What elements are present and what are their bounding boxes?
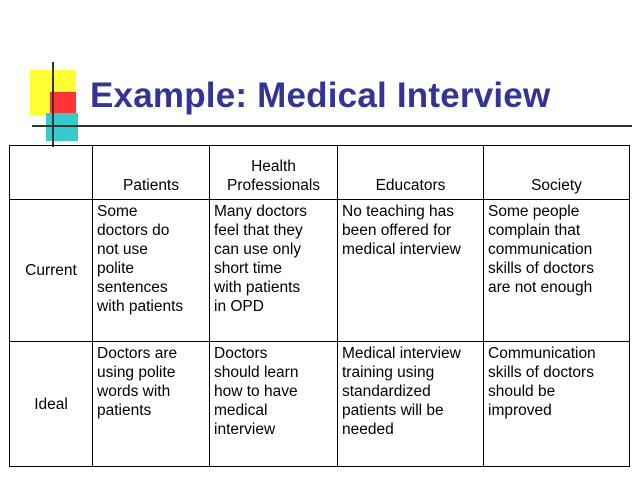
comparison-table [9,145,630,467]
row-label-ideal: Ideal [10,342,93,467]
table-row [10,342,630,467]
table-cell: Communication skills of doctors should be improved [484,342,630,467]
slide-title: Example: Medical Interview [90,76,551,115]
header-health-professionals: Health Professionals [210,146,338,200]
row-label-current: Current [10,199,93,341]
header-society: Society [484,146,630,200]
table-cell: Some people complain that communication skills of doctors are not enough [484,199,630,341]
header-corner-cell [10,146,93,200]
table-cell: Many doctors feel that they can use only short time with patients in OPD [210,199,338,341]
table-cell: Doctors are using polite words with patients [93,342,210,467]
decor-cyan-square [46,113,78,141]
decor-vertical-line [52,62,54,147]
table-header-row [10,146,630,200]
header-patients: Patients [93,146,210,200]
table-cell: No teaching has been offered for medical interview [338,199,484,341]
decor-horizontal-line [32,125,632,127]
table-row [10,199,630,341]
header-educators: Educators [338,146,484,200]
table-cell: Medical interview training using standardized patients will be needed [338,342,484,467]
table-cell: Doctors should learn how to have medical interview [210,342,338,467]
table-cell: Some doctors do not use polite sentences with patients [93,199,210,341]
